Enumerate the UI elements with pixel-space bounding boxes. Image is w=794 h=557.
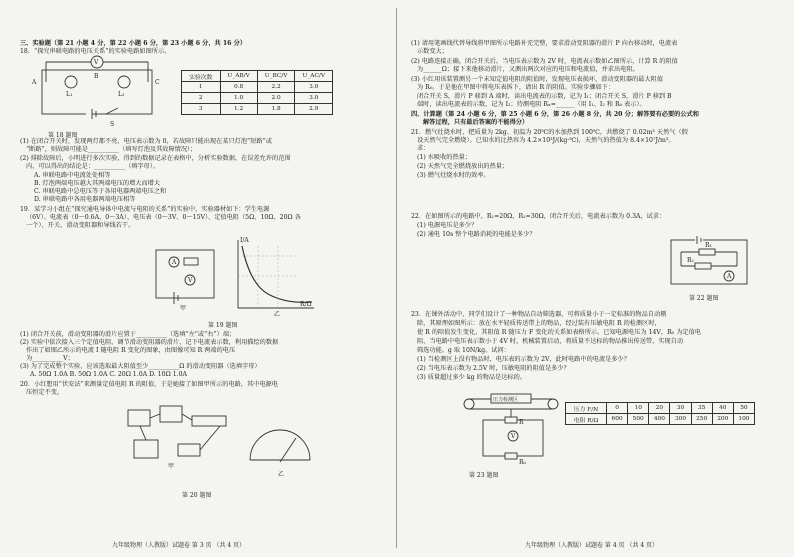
q19-sub-5: (3) 为了完成整个实验，应该选取最大阻值至少__________Ω 的滑动变阻器（选填字母）	[20, 363, 261, 370]
q18-data-table: 实验次数 U_AB/V U_BC/V U_AC/V 1 0.8 2.2 3.0 2 1.0 2.0 3.0 3 1.2 1.8 2.9	[181, 70, 333, 115]
left-footer: 九年级物理（人教版）试题卷 第 3 页 （共 4 页）	[112, 542, 246, 549]
q20-sub-3: (2) 电路连接正确，闭合开关后，当电压表示数为 2V 时，电流表示数如乙图所示，计算 R 的阻值	[411, 58, 678, 65]
q20-sub-7: 闭合开关 S，滑片 P 移到 A 端时，读出电流表的示数，记为 I₁；闭合开关 S，滑片 P 移到 B	[417, 93, 672, 100]
fig19-ylabel: I/A	[240, 237, 249, 244]
q19-sub-4: 为__________V；	[26, 355, 74, 362]
q21-line-3: 求：	[417, 145, 430, 152]
q21-line-6: (3) 燃气灶烧水时的效率。	[417, 172, 490, 179]
circuit18-l2: L₂	[118, 91, 125, 98]
q18-stem: 18．“探究串联电路的电压关系”的实验电路如图所示。	[20, 48, 171, 55]
fig19-jia: 甲	[180, 305, 187, 312]
right-page	[397, 0, 794, 557]
q18-line-2: “断路”，则故障可能是__________（填写灯泡及其故障情况）；	[26, 146, 197, 153]
section-3-heading: 三、实验题（第 21 小题 4 分，第 22 小题 6 分，第 23 小题 6 分，共 16 分）	[20, 40, 247, 47]
q22-line-3: (2) 通电 10s 整个电路消耗的电能是多少？	[417, 231, 536, 238]
fig20-apparatus	[120, 400, 240, 470]
q22-line-1: 22．在如图所示的电路中，R₁=20Ω，R₂=30Ω，闭合开关后，电流表示数为 0.3A，试求：	[411, 213, 666, 220]
fig20-ammeter	[240, 420, 320, 480]
q18-option-d: D. 串联电路中各用电器两端电压相等	[34, 196, 136, 203]
fig22-r2: R₂	[687, 257, 694, 264]
fig22-caption: 第 22 题图	[689, 295, 719, 302]
circuit18-b: B	[94, 73, 99, 80]
q20-sub-5: (3) 小红用该装置测另一个未知定值电阻的阻值时，发现电压表损坏，滑动变阻器的最大阻值	[411, 76, 664, 83]
fig19-a-meter: A	[172, 259, 177, 266]
fig19-xlabel: R/Ω	[300, 301, 312, 308]
fig23-r0: R₀	[519, 459, 526, 466]
fig19-yi: 乙	[274, 311, 281, 318]
q18-option-a: A. 串联电路中电流处处相等	[34, 172, 111, 179]
section-4-heading-2: 解答过程，只有最后答案的不能得分）	[423, 119, 529, 126]
q20-sub-4: 为______Ω；接下来他移动滑片，又测出两次对应的电压和电流值，并求出电阻。	[417, 66, 639, 73]
q18-option-c: C. 串联电路中总电压等于各用电器两端电压之和	[34, 188, 167, 195]
q18-line-1: (1) 在闭合开关时，发现两灯都不亮，电压表示数为 0，若故障只能出现在某只灯泡“短路”或	[20, 138, 272, 145]
q19-sub-2: (2) 实验中依次接入三个定值电阻，调节滑动变阻器的滑片，记下电流表示数，利用描绘的数据	[20, 339, 279, 346]
q23-data-table: 压力 F/N 0 10 20 30 35 40 50 电阻 R/Ω 600 500 400 300 250 200 100	[565, 402, 755, 425]
q18-line-3: (2) 排除故障后，小明进行多次实验，得到的数据记录在表格中，分析实验数据，在误差允许的范围	[20, 155, 291, 162]
q20-line-2: 压恒定不变。	[26, 389, 64, 396]
q23-line-4: 阻，当电路中电压表示数小于 4V 时，机械装置启动，将质量不达标的物品推出传送带，实现自动	[417, 338, 684, 345]
circuit18-v: V	[94, 59, 99, 66]
q20-sub-8: 端时，读出电流表的示数，记为 I₂；待测电阻 Rₓ=______（用 I₁、I₂ 和 R₀ 表示）。	[417, 101, 646, 108]
q23-line-3: 使 R 的阻值发生变化，其阻值 R 随压力 F 变化的关系如表格所示。已知电源电压为 14V，R₀ 为定值电	[417, 329, 701, 336]
right-footer: 九年级物理（人教版）试题卷 第 4 页 （共 4 页）	[525, 542, 659, 549]
q22-line-2: (1) 电源电压是多少？	[417, 222, 478, 229]
q23-line-2: 除，其原理如图所示：放在水平轻质传送带上的物品，经过装有压敏电阻 R 的检测区时，	[417, 320, 661, 327]
circuit18-c: C	[155, 79, 160, 86]
q19-line-2: （6V）、电流表（0～0.6A、0～3A）、电压表（0～3V、0～15V）、定值电阻（5Ω、10Ω、20Ω 各	[26, 214, 301, 221]
q23-line-5: 筛选功能。g 取 10N/kg。试问：	[417, 347, 510, 354]
fig23-diagram	[461, 396, 561, 464]
q18-line-4: 内，可以得出的结论是：__________（填字母）。	[26, 163, 160, 170]
q21-line-5: (2) 天然气完全燃烧放出的热量；	[417, 163, 509, 170]
circuit18-l1: L₁	[66, 91, 73, 98]
q20-line-1: 20．小红想用“伏安法”来测量定值电阻 R 的阻值，于是她接了如图甲所示的电路，其中电源电	[20, 381, 278, 388]
q23-line-1: 23．在课外活动中，同学们设计了一种物品自动筛选器，可将质量小于一定标准的物品自动剔	[411, 311, 667, 318]
circuit-18-diagram	[26, 54, 176, 130]
q20-sub-1: (1) 请用笔画线代替导线将甲图所示电路补充完整，要求滑动变阻器的滑片 P 向右移动时，电流表	[411, 40, 678, 47]
q19-sub-1: (1) 闭合开关前，滑动变阻器的滑片应置于__________（选填“左”或“右”）端；	[20, 331, 236, 338]
q20-sub-2: 示数变大；	[417, 48, 448, 55]
q18-option-b: B. 灯泡两端电压越大其两端电压的增大而增大	[34, 180, 161, 187]
q23-line-8: (3) 质量超过多少 kg 的物品是达标的。	[417, 374, 526, 381]
fig23-v: V	[511, 433, 516, 440]
q21-line-4: (1) 水吸收的热量；	[417, 154, 472, 161]
fig23-caption: 第 23 题图	[469, 472, 499, 479]
q20-sub-6: 为 R₀。于是他在甲图中将电压表拆下，请出 R 的阻值。实验步骤如下：	[417, 84, 615, 91]
section-4-heading: 四、计算题（第 24 小题 6 分，第 25 小题 6 分，第 26 小题 8 分，共 20 分；解答要有必要的公式和	[411, 111, 699, 118]
circuit-22-diagram	[665, 236, 755, 288]
fig23-r: R	[519, 419, 524, 426]
q23-line-6: (1) 当检测区上没有物品时，电压表的示数为 2V，此时电路中的电流是多少？	[417, 356, 630, 363]
q19-options: A. 50Ω 1.0A B. 50Ω 1.0A C. 20Ω 1.0A D. 10Ω 1.0A	[30, 371, 188, 378]
fig22-r1: R₁	[705, 242, 712, 249]
fig19-v-meter: V	[188, 277, 193, 284]
q19-line-3: 一个）、开关、滑动变阻器和导线若干。	[26, 222, 135, 229]
fig23-box-label: 压力检测区	[493, 397, 519, 403]
q21-line-1: 21．燃气灶烧水时，把质量为 2kg、初温为 20℃的水加热到 100℃，共燃烧了 0.02m³ 天然气（假	[411, 129, 688, 136]
q19-sub-3: 作出了如图乙所示的电流 I 随电阻 R 变化的图象，由图像可知 R 两端的电压	[26, 347, 236, 354]
q23-line-7: (2) 当电压表示数为 2.5V 时，压敏电阻的阻值是多少？	[417, 365, 570, 372]
q19-line-1: 19．某学习小组在“探究通电导体中电流与电阻的关系”的实验中，实验器材如下：学生电源	[20, 206, 270, 213]
fig19-graph	[228, 236, 318, 316]
circuit18-s: S	[110, 121, 115, 128]
circuit-19-diagram	[150, 240, 220, 310]
circuit18-a: A	[32, 79, 37, 86]
fig20-yi: 乙	[278, 471, 285, 478]
fig20-jia: 甲	[168, 463, 175, 470]
q21-line-2: 设天然气完全燃烧）。已知水的比热容为 4.2×10³J/(kg·℃)，天然气的热值为 8.4×10⁷J/m³。	[417, 137, 675, 144]
fig19-caption: 第 19 题图	[208, 322, 238, 329]
fig22-a: A	[727, 273, 732, 280]
fig20-caption: 第 20 题图	[182, 492, 212, 499]
fig18-caption: 第 18 题图	[48, 132, 78, 139]
